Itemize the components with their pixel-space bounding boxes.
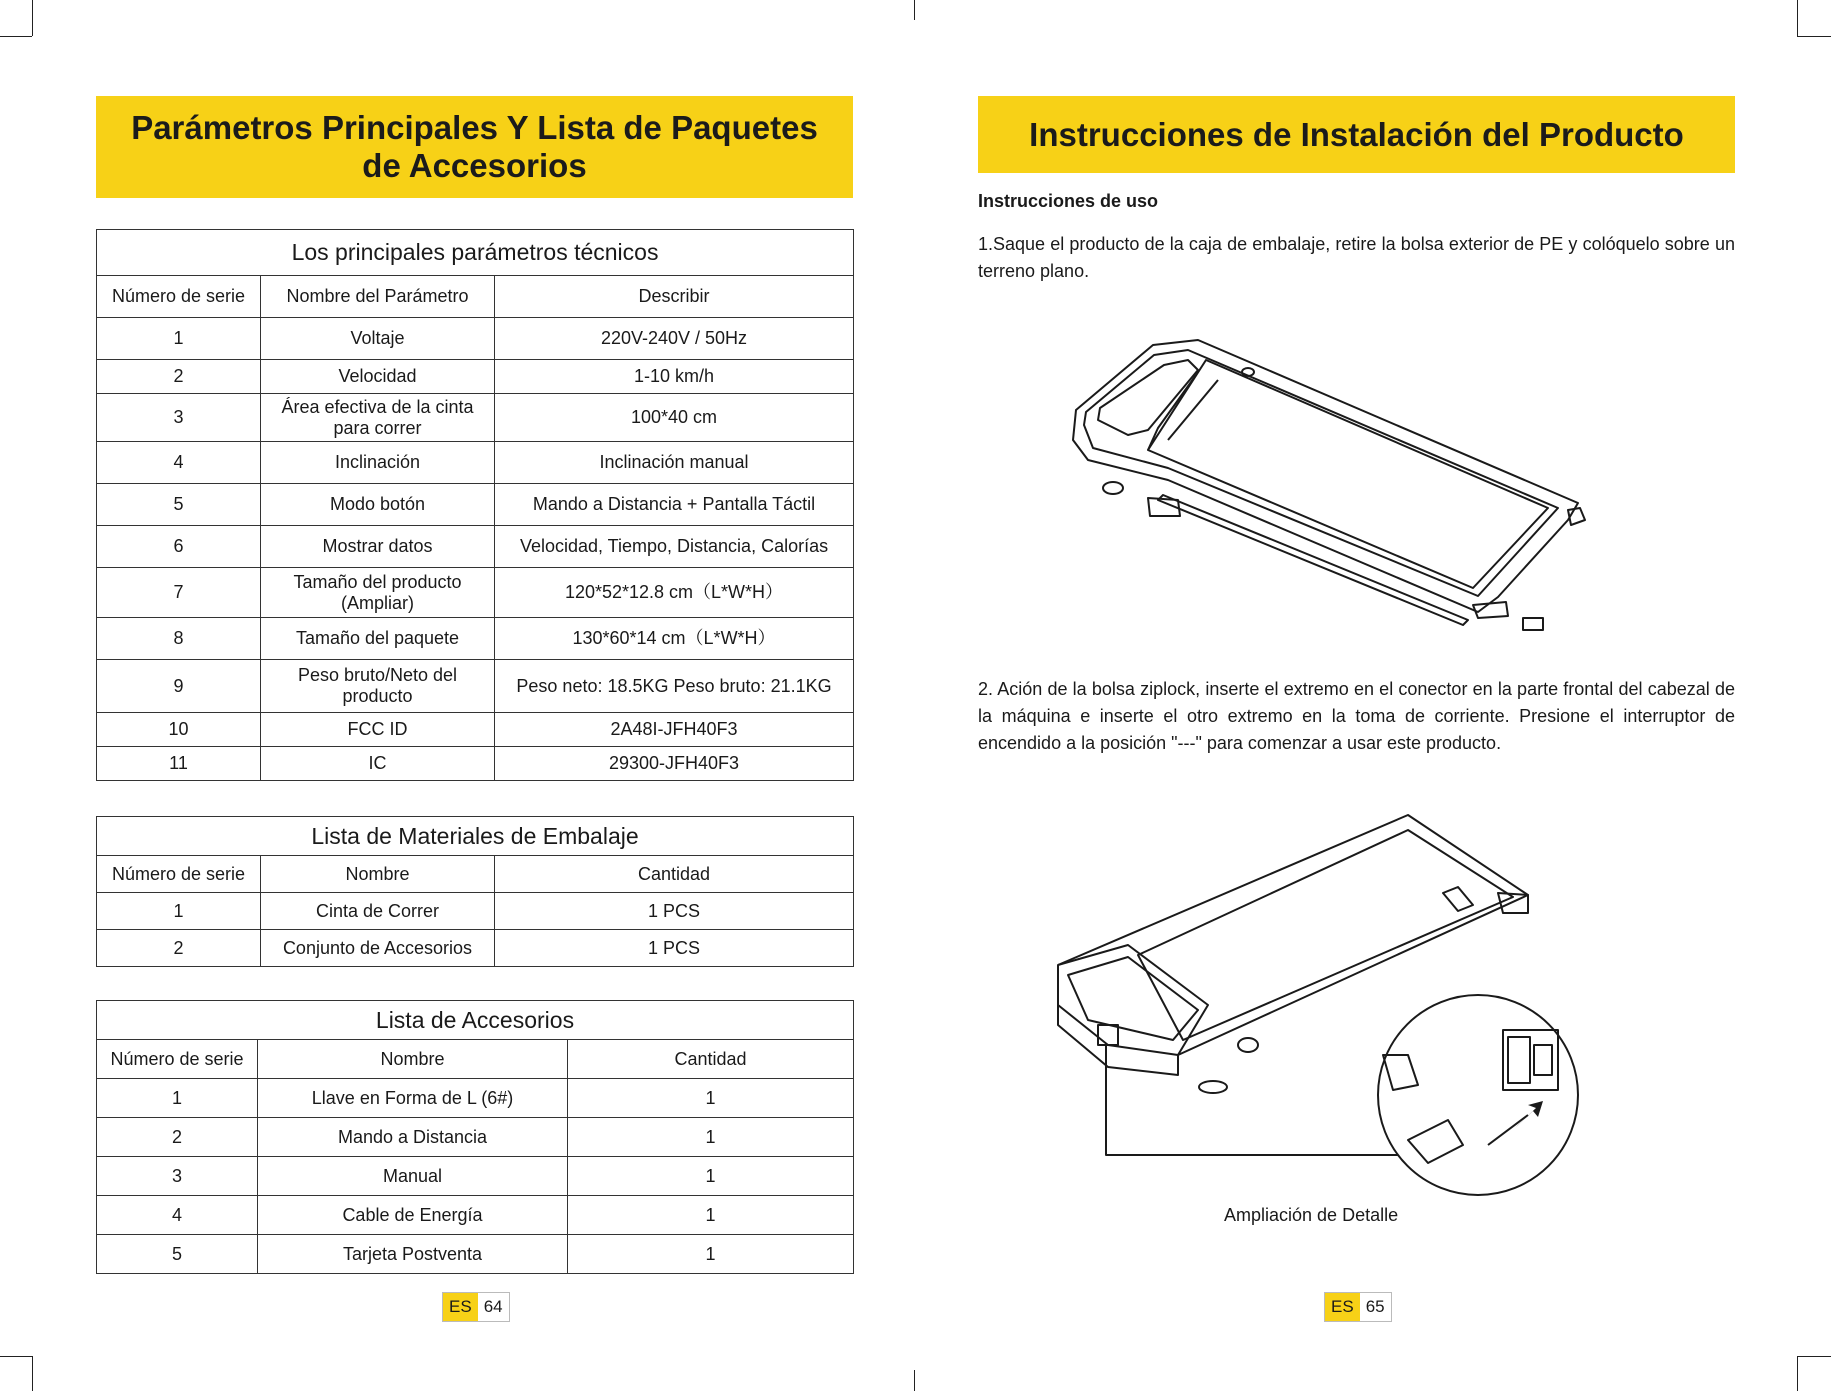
cell-param: Modo botón xyxy=(261,484,495,526)
cell-desc: 130*60*14 cm（L*W*H） xyxy=(495,618,854,660)
cell-serial: 8 xyxy=(97,618,261,660)
table-caption: Lista de Accesorios xyxy=(97,1001,854,1040)
cell-serial: 4 xyxy=(97,442,261,484)
cell-serial: 4 xyxy=(97,1196,258,1235)
cell-name: Cable de Energía xyxy=(258,1196,568,1235)
cell-param: IC xyxy=(261,747,495,781)
cell-serial: 6 xyxy=(97,526,261,568)
page-title: Instrucciones de Instalación del Producto xyxy=(978,96,1735,173)
cell-quantity: 1 PCS xyxy=(495,893,854,930)
table-row xyxy=(97,713,854,747)
crop-mark xyxy=(32,1356,33,1391)
column-header: Número de serie xyxy=(97,856,261,893)
page-number xyxy=(1324,1292,1392,1322)
table-row xyxy=(97,930,854,967)
column-header: Nombre del Parámetro xyxy=(261,276,495,318)
crop-mark xyxy=(914,0,915,20)
cell-serial: 2 xyxy=(97,360,261,394)
table-row xyxy=(97,618,854,660)
cell-serial: 5 xyxy=(97,484,261,526)
cell-quantity: 1 xyxy=(568,1118,854,1157)
step-1-text: 1.Saque el producto de la caja de embalaje, retire la bolsa exterior de PE y colóquelo sobre un terreno plano. xyxy=(978,234,1735,281)
cell-serial: 1 xyxy=(97,1079,258,1118)
cell-param: Velocidad xyxy=(261,360,495,394)
cell-name: Mando a Distancia xyxy=(258,1118,568,1157)
cell-serial: 10 xyxy=(97,713,261,747)
page-lang-badge: ES xyxy=(443,1293,478,1321)
cell-desc: 29300-JFH40F3 xyxy=(495,747,854,781)
cell-quantity: 1 xyxy=(568,1235,854,1274)
cell-param: Mostrar datos xyxy=(261,526,495,568)
column-header: Cantidad xyxy=(495,856,854,893)
column-header: Nombre xyxy=(258,1040,568,1079)
column-header: Nombre xyxy=(261,856,495,893)
table-row xyxy=(97,1118,854,1157)
cell-desc: 220V-240V / 50Hz xyxy=(495,318,854,360)
cell-param: Tamaño del producto (Ampliar) xyxy=(261,568,495,618)
cell-desc: Peso neto: 18.5KG Peso bruto: 21.1KG xyxy=(495,660,854,713)
column-header: Describir xyxy=(495,276,854,318)
cell-param: Voltaje xyxy=(261,318,495,360)
step-2-text: 2. Ación de la bolsa ziplock, inserte el extremo en el conector en la parte frontal del cabezal de la máquina e inserte el otro extremo en la toma de corriente. Presione el interruptor de encendido a la posición "---" para comenzar a usar este producto. xyxy=(978,679,1735,753)
cell-quantity: 1 xyxy=(568,1157,854,1196)
cell-serial: 3 xyxy=(97,1157,258,1196)
crop-mark xyxy=(914,1370,915,1391)
crop-mark xyxy=(0,1356,32,1357)
right-page xyxy=(978,0,1735,1391)
table-row xyxy=(97,1157,854,1196)
cell-serial: 2 xyxy=(97,930,261,967)
page-number-value: 64 xyxy=(478,1293,509,1321)
cell-desc: 2A48I-JFH40F3 xyxy=(495,713,854,747)
table-caption: Lista de Materiales de Embalaje xyxy=(97,817,854,856)
page-title: Parámetros Principales Y Lista de Paquetes de Accesorios xyxy=(96,96,853,198)
table-row xyxy=(97,484,854,526)
table-row xyxy=(97,1235,854,1274)
cell-serial: 11 xyxy=(97,747,261,781)
power-connection-illustration xyxy=(1048,805,1698,1245)
cell-serial: 5 xyxy=(97,1235,258,1274)
cell-desc: 100*40 cm xyxy=(495,394,854,442)
cell-param: Área efectiva de la cinta para correr xyxy=(261,394,495,442)
cell-name: Conjunto de Accesorios xyxy=(261,930,495,967)
table-row xyxy=(97,318,854,360)
cell-serial: 3 xyxy=(97,394,261,442)
table-row xyxy=(97,1196,854,1235)
left-page xyxy=(96,0,853,1391)
table-row xyxy=(97,360,854,394)
page-number xyxy=(442,1292,510,1322)
column-header: Número de serie xyxy=(97,276,261,318)
tech-params-table xyxy=(96,229,854,781)
crop-mark xyxy=(1797,1356,1798,1391)
cell-name: Llave en Forma de L (6#) xyxy=(258,1079,568,1118)
crop-mark xyxy=(1797,1356,1831,1357)
cell-quantity: 1 PCS xyxy=(495,930,854,967)
cell-desc: Mando a Distancia + Pantalla Táctil xyxy=(495,484,854,526)
page-number-value: 65 xyxy=(1360,1293,1391,1321)
accessories-table xyxy=(96,1000,854,1274)
cell-quantity: 1 xyxy=(568,1079,854,1118)
table-row xyxy=(97,526,854,568)
cell-serial: 1 xyxy=(97,318,261,360)
page-lang-badge: ES xyxy=(1325,1293,1360,1321)
cell-quantity: 1 xyxy=(568,1196,854,1235)
cell-name: Cinta de Correr xyxy=(261,893,495,930)
table-row xyxy=(97,394,854,442)
cell-serial: 1 xyxy=(97,893,261,930)
cell-serial: 7 xyxy=(97,568,261,618)
cell-name: Tarjeta Postventa xyxy=(258,1235,568,1274)
packing-materials-table xyxy=(96,816,854,967)
column-header: Número de serie xyxy=(97,1040,258,1079)
table-row xyxy=(97,660,854,713)
cell-param: Tamaño del paquete xyxy=(261,618,495,660)
crop-mark xyxy=(0,36,32,37)
table-row xyxy=(97,1079,854,1118)
cell-desc: Velocidad, Tiempo, Distancia, Calorías xyxy=(495,526,854,568)
table-row xyxy=(97,568,854,618)
crop-mark xyxy=(32,0,33,36)
column-header: Cantidad xyxy=(568,1040,854,1079)
cell-desc: 120*52*12.8 cm（L*W*H） xyxy=(495,568,854,618)
table-row xyxy=(97,893,854,930)
cell-serial: 2 xyxy=(97,1118,258,1157)
treadmill-illustration xyxy=(1068,320,1648,650)
cell-param: FCC ID xyxy=(261,713,495,747)
cell-param: Peso bruto/Neto del producto xyxy=(261,660,495,713)
table-row xyxy=(97,442,854,484)
cell-serial: 9 xyxy=(97,660,261,713)
section-subheading: Instrucciones de uso xyxy=(978,191,1159,211)
crop-mark xyxy=(1797,36,1831,37)
cell-desc: Inclinación manual xyxy=(495,442,854,484)
table-caption: Los principales parámetros técnicos xyxy=(97,230,854,276)
table-row xyxy=(97,747,854,781)
cell-param: Inclinación xyxy=(261,442,495,484)
cell-desc: 1-10 km/h xyxy=(495,360,854,394)
detail-caption: Ampliación de Detalle xyxy=(1224,1205,1399,1225)
cell-name: Manual xyxy=(258,1157,568,1196)
crop-mark xyxy=(1797,0,1798,36)
